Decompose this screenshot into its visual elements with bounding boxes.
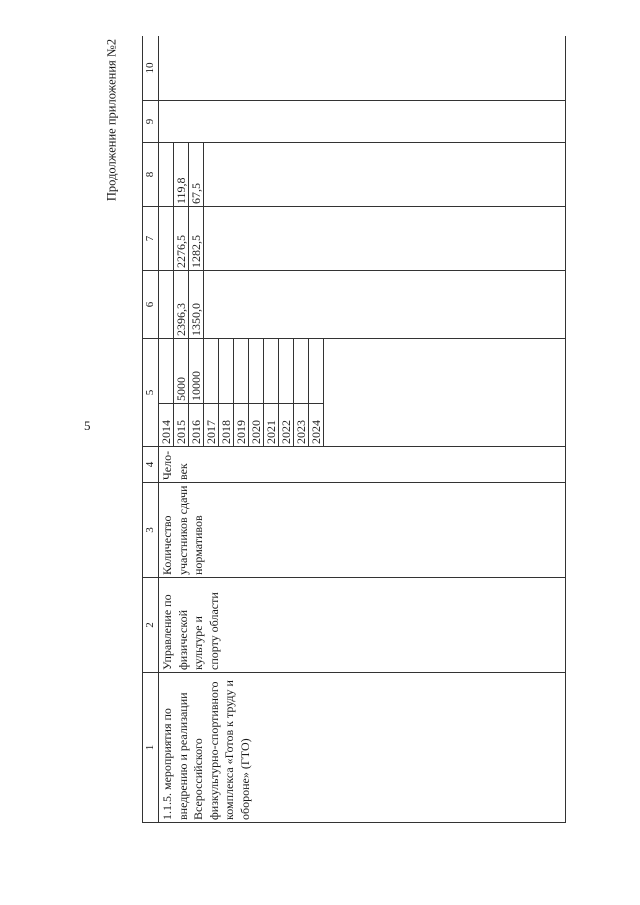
column-number-row — [143, 36, 159, 823]
program-table — [142, 36, 566, 823]
col7-cell — [159, 207, 566, 271]
year-row — [232, 143, 246, 206]
year-label: 2017 — [204, 404, 219, 447]
year-row — [159, 207, 174, 270]
year-row — [288, 271, 302, 338]
c8-value — [204, 143, 219, 206]
c6-value: 2396,3 — [174, 271, 189, 338]
target-value — [204, 339, 219, 404]
c8-value — [260, 143, 274, 206]
year-row — [204, 207, 219, 270]
year-row — [218, 271, 232, 338]
year-row — [204, 339, 219, 446]
c6-value — [218, 271, 232, 338]
year-row — [189, 207, 204, 270]
col8-cell — [159, 143, 566, 207]
year-row — [260, 207, 274, 270]
year-row — [249, 339, 264, 446]
target-value: 10000 — [189, 339, 204, 404]
c6-value: 1350,0 — [189, 271, 204, 338]
c8-value — [274, 143, 288, 206]
year-row — [219, 339, 234, 446]
year-row — [218, 207, 232, 270]
year-row — [246, 207, 260, 270]
c6-value — [302, 271, 316, 338]
rotated-table-wrapper — [142, 36, 566, 823]
c6-value — [159, 271, 174, 338]
c8-value: 119,8 — [174, 143, 189, 206]
year-row — [288, 207, 302, 270]
col6-cell — [159, 271, 566, 339]
year-row — [274, 207, 288, 270]
target-value — [264, 339, 279, 404]
year-row — [260, 143, 274, 206]
year-label: 2023 — [294, 404, 309, 447]
c6-value — [260, 271, 274, 338]
target-value — [159, 339, 174, 404]
continuation-text: Продолжение приложения №2 — [104, 38, 119, 202]
header-cell-8: 8 — [143, 143, 159, 207]
year-label: 2014 — [159, 404, 174, 447]
event-cell — [159, 673, 566, 823]
c8-value: 67,5 — [189, 143, 204, 206]
col7-subtable — [159, 207, 316, 270]
year-row — [159, 271, 174, 338]
c7-value — [288, 207, 302, 270]
target-value — [234, 339, 249, 404]
c7-value — [232, 207, 246, 270]
header-cell-7: 7 — [143, 207, 159, 271]
c6-value — [232, 271, 246, 338]
year-row — [159, 143, 174, 206]
c6-value — [246, 271, 260, 338]
year-label: 2018 — [219, 404, 234, 447]
year-row — [288, 143, 302, 206]
year-label: 2022 — [279, 404, 294, 447]
event-text: 1.1.5. мероприятия по внедрению и реализации Всероссийского физкультурно-спортивного комплекса «Готов к труду и обороне» (ГТО) — [160, 680, 252, 820]
year-row — [204, 271, 219, 338]
year-label: 2020 — [249, 404, 264, 447]
c7-value: 2276,5 — [174, 207, 189, 270]
target-value — [294, 339, 309, 404]
year-row — [246, 143, 260, 206]
year-label: 2019 — [234, 404, 249, 447]
c6-value — [288, 271, 302, 338]
year-row — [174, 143, 189, 206]
year-row — [302, 207, 316, 270]
executor-cell — [159, 578, 566, 673]
c8-value — [159, 143, 174, 206]
year-row — [232, 271, 246, 338]
year-row — [260, 271, 274, 338]
header-cell-9: 9 — [143, 101, 159, 143]
target-value — [309, 339, 324, 404]
year-row — [189, 271, 204, 338]
c7-value — [204, 207, 219, 270]
header-cell-6: 6 — [143, 271, 159, 339]
c8-value — [302, 143, 316, 206]
year-row — [204, 143, 219, 206]
c6-value — [204, 271, 219, 338]
c7-value — [260, 207, 274, 270]
year-row — [218, 143, 232, 206]
indicator-text: Количество участников сдачи нормативов — [160, 485, 205, 575]
header-cell-1: 1 — [143, 673, 159, 823]
target-value — [279, 339, 294, 404]
year-target-subtable — [159, 339, 324, 446]
year-row — [174, 207, 189, 270]
header-cell-4: 4 — [143, 447, 159, 483]
year-row — [232, 207, 246, 270]
col10-cell — [159, 36, 566, 101]
c8-value — [288, 143, 302, 206]
c7-value — [159, 207, 174, 270]
year-label: 2021 — [264, 404, 279, 447]
unit-text: Чело-век — [160, 450, 190, 480]
target-value — [249, 339, 264, 404]
c7-value — [246, 207, 260, 270]
year-row — [302, 143, 316, 206]
header-cell-2: 2 — [143, 578, 159, 673]
table-row — [159, 36, 566, 823]
year-target-cell — [159, 339, 566, 447]
year-row — [274, 271, 288, 338]
year-row — [309, 339, 324, 446]
year-row — [302, 271, 316, 338]
year-row — [174, 271, 189, 338]
c8-value — [218, 143, 232, 206]
c7-value — [302, 207, 316, 270]
header-cell-3: 3 — [143, 483, 159, 578]
year-label: 2015 — [174, 404, 189, 447]
year-row — [159, 339, 174, 446]
year-row — [279, 339, 294, 446]
indicator-cell — [159, 483, 566, 578]
c8-value — [246, 143, 260, 206]
table-stage — [142, 36, 566, 823]
header-cell-5: 5 — [143, 339, 159, 447]
year-row — [246, 271, 260, 338]
year-row — [174, 339, 189, 446]
year-row — [189, 143, 204, 206]
c7-value — [274, 207, 288, 270]
unit-cell — [159, 447, 566, 483]
c6-value — [274, 271, 288, 338]
year-row — [264, 339, 279, 446]
c7-value: 1282,5 — [189, 207, 204, 270]
header-cell-10: 10 — [143, 36, 159, 101]
year-row — [234, 339, 249, 446]
target-value: 5000 — [174, 339, 189, 404]
col6-subtable — [159, 271, 316, 338]
year-row — [189, 339, 204, 446]
year-row — [274, 143, 288, 206]
col8-subtable — [159, 143, 316, 206]
year-row — [294, 339, 309, 446]
executor-text: Управление по физической культуре и спорту области — [160, 592, 221, 670]
col9-cell — [159, 101, 566, 143]
year-label: 2016 — [189, 404, 204, 447]
c7-value — [218, 207, 232, 270]
target-value — [219, 339, 234, 404]
page-number: 5 — [84, 418, 91, 433]
c8-value — [232, 143, 246, 206]
year-label: 2024 — [309, 404, 324, 447]
